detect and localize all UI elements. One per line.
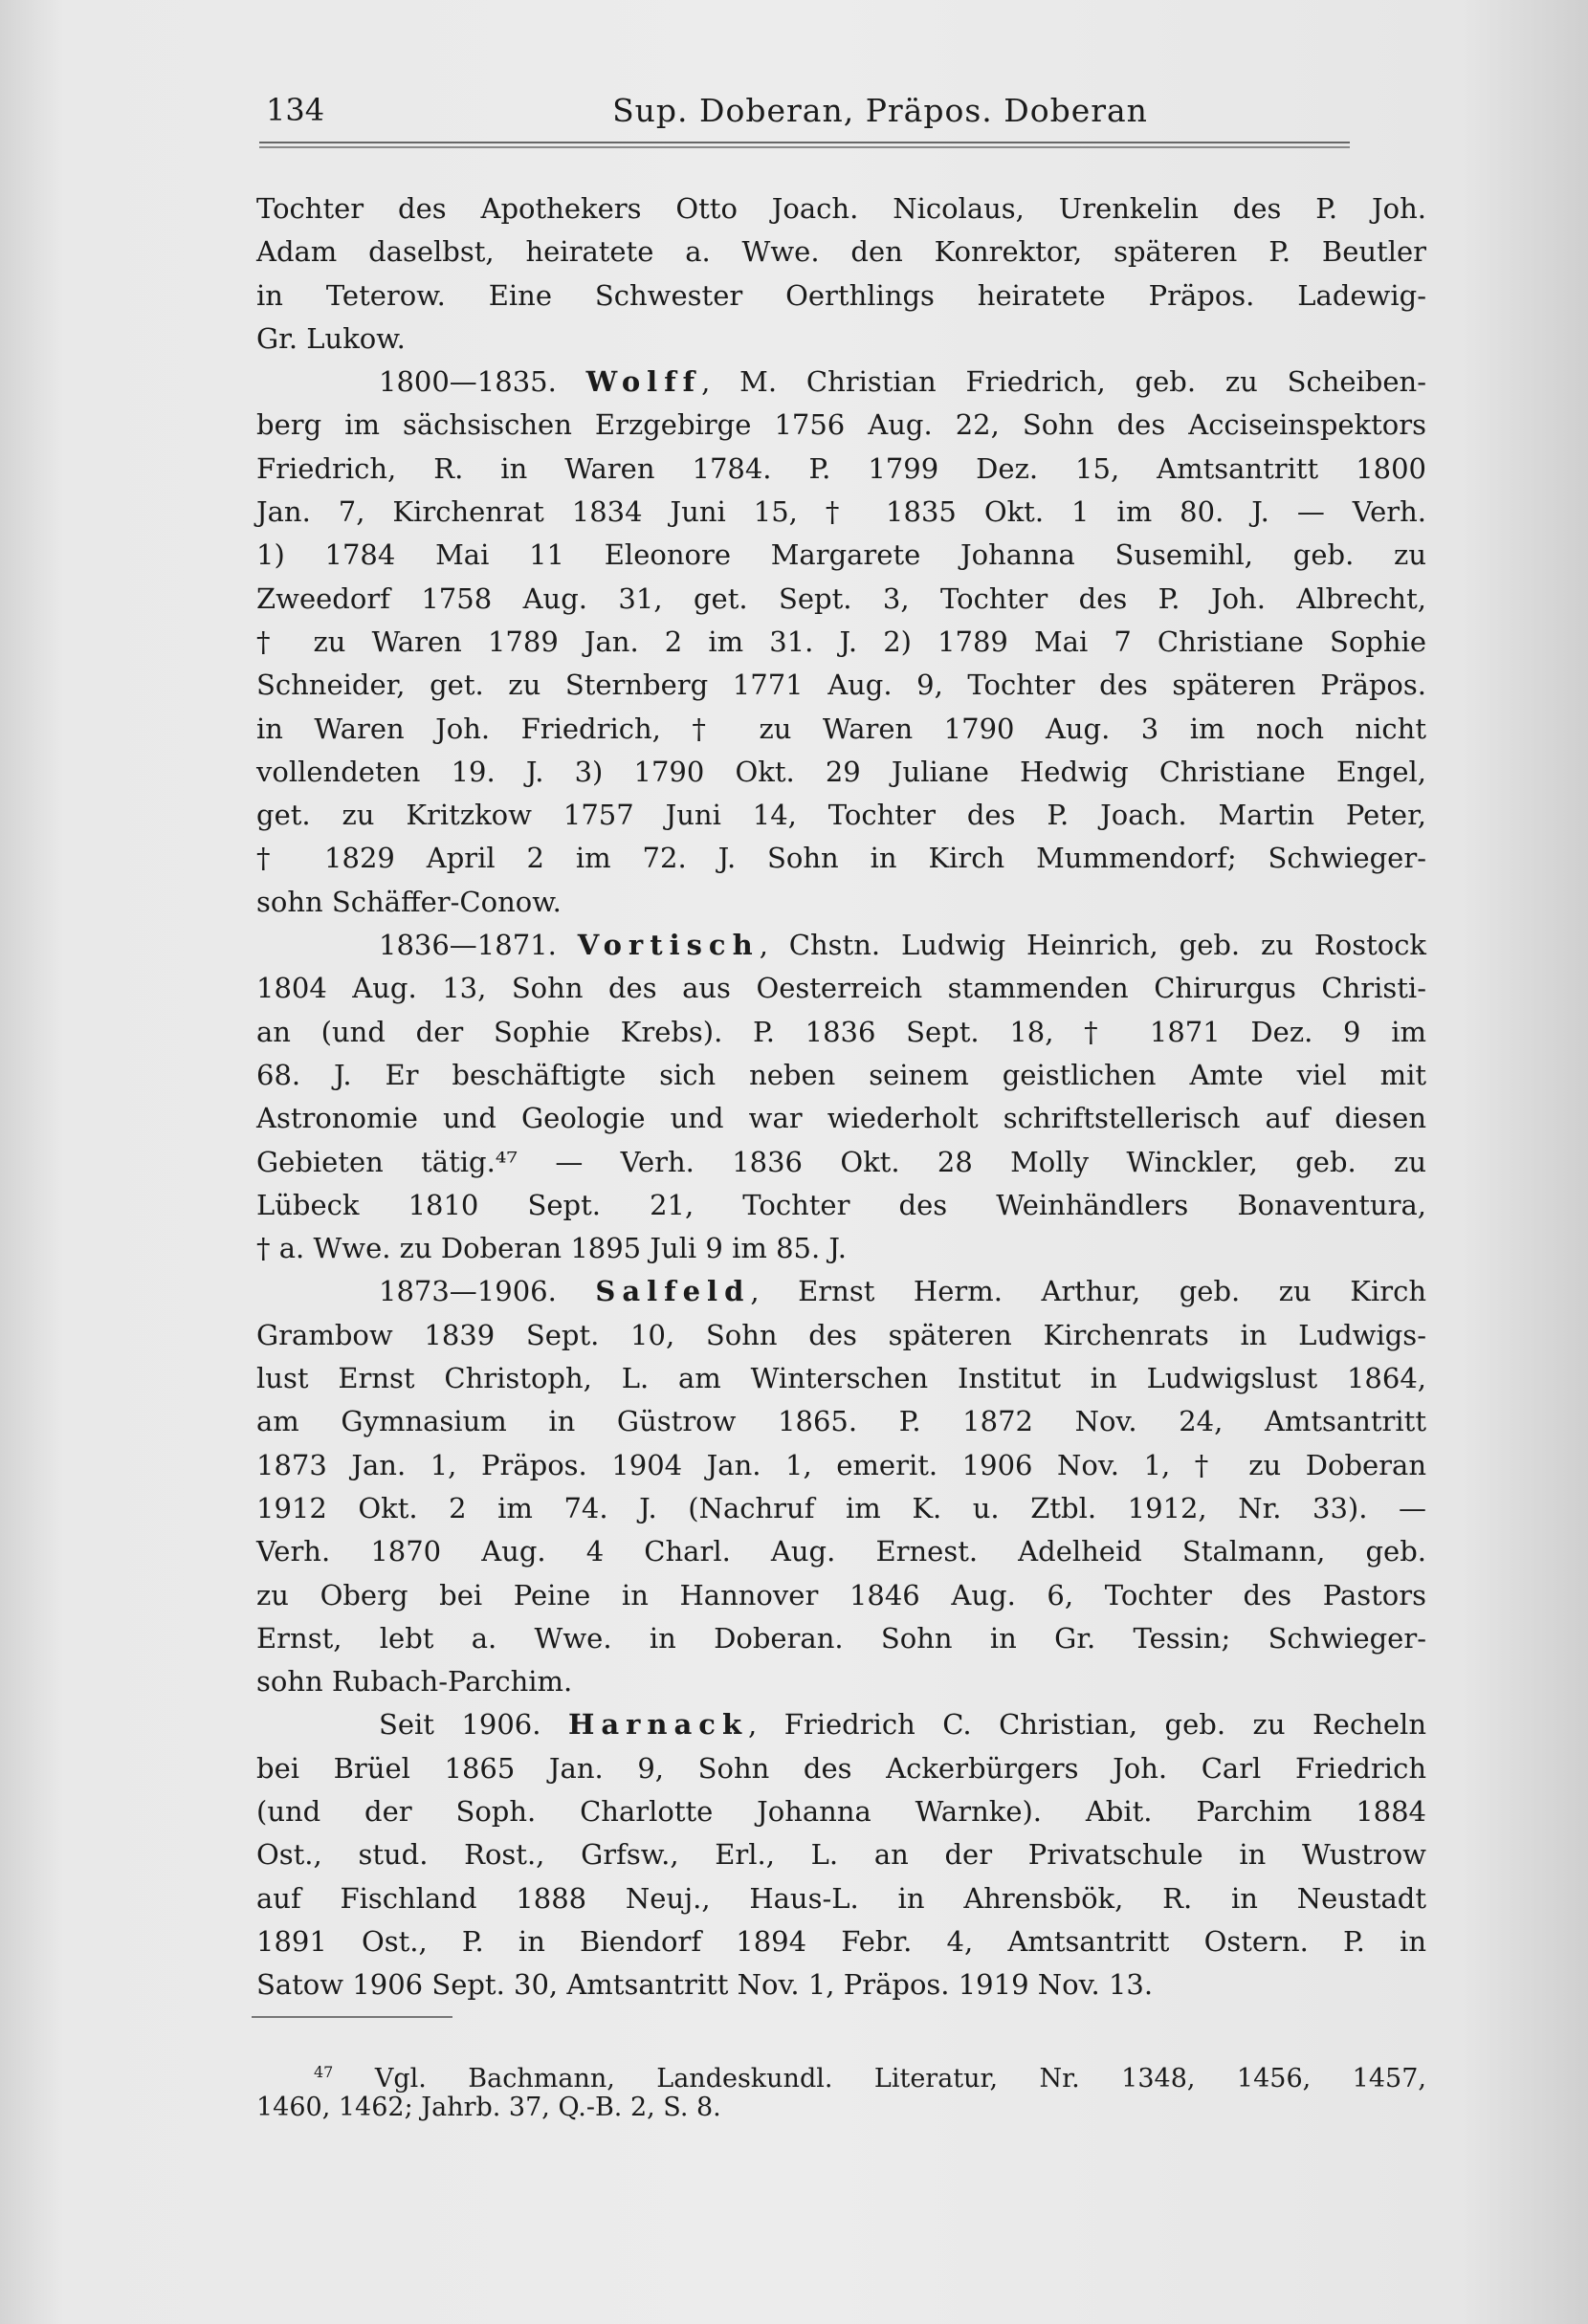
entry-dates: 1873—1906. bbox=[379, 1275, 557, 1308]
header-rule bbox=[259, 142, 1350, 148]
page-number: 134 bbox=[266, 92, 325, 128]
text-line: berg im sächsischen Erzgebirge 1756 Aug. 22, Sohn des Acciseinspektors bbox=[256, 408, 1426, 442]
text-line: Zweedorf 1758 Aug. 31, get. Sept. 3, Tochter des P. Joh. Albrecht, bbox=[256, 581, 1426, 615]
text-line: 68. J. Er beschäftigte sich neben seinem geistlichen Amte viel mit bbox=[256, 1058, 1426, 1091]
text-line: Tochter des Apothekers Otto Joach. Nicolaus, Urenkelin des P. Joh. bbox=[256, 192, 1426, 225]
text-line: Jan. 7, Kirchenrat 1834 Juni 15, † 1835 Okt. 1 im 80. J. — Verh. bbox=[256, 495, 1426, 529]
pastor-name: Salfeld bbox=[595, 1275, 751, 1308]
text-line: auf Fischland 1888 Neuj., Haus-L. in Ahrensbök, R. in Neustadt bbox=[256, 1881, 1426, 1915]
text-line: † zu Waren 1789 Jan. 2 im 31. J. 2) 1789 Mai 7 Christiane Sophie bbox=[256, 625, 1426, 658]
footnote-line bbox=[256, 2090, 1426, 2125]
page-body bbox=[256, 187, 1426, 2006]
text-line: 1891 Ost., P. in Biendorf 1894 Febr. 4, Amtsantritt Ostern. P. in bbox=[256, 1924, 1426, 1958]
text-line: bei Brüel 1865 Jan. 9, Sohn des Ackerbürgers Joh. Carl Friedrich bbox=[256, 1751, 1426, 1785]
entry-text: , M. Christian Friedrich, geb. zu Scheiben- bbox=[701, 365, 1427, 399]
text-line: Adam daselbst, heiratete a. Wwe. den Konrektor, späteren P. Beutler bbox=[256, 235, 1426, 269]
entry-dates: 1800—1835. bbox=[379, 365, 557, 399]
text-line: vollendeten 19. J. 3) 1790 Okt. 29 Juliane Hedwig Christiane Engel, bbox=[256, 755, 1426, 788]
text-line: in Teterow. Eine Schwester Oerthlings heiratete Präpos. Ladewig- bbox=[256, 278, 1426, 312]
text-line: † a. Wwe. zu Doberan 1895 Juli 9 im 85. J. bbox=[256, 1232, 848, 1265]
text-line: lust Ernst Christoph, L. am Winterschen Institut in Ludwigslust 1864, bbox=[256, 1362, 1426, 1395]
text-line: Astronomie und Geologie und war wiederholt schriftstellerisch auf diesen bbox=[256, 1102, 1426, 1135]
text-line: 1912 Okt. 2 im 74. J. (Nachruf im K. u. Ztbl. 1912, Nr. 33). — bbox=[256, 1491, 1426, 1524]
text-line: an (und der Sophie Krebs). P. 1836 Sept. 18, † 1871 Dez. 9 im bbox=[256, 1015, 1426, 1048]
entry-dates: Seit 1906. bbox=[379, 1708, 541, 1742]
text-line: Ernst, lebt a. Wwe. in Doberan. Sohn in Gr. Tessin; Schwieger- bbox=[256, 1621, 1426, 1655]
text-line: (und der Soph. Charlotte Johanna Warnke). Abit. Parchim 1884 bbox=[256, 1794, 1426, 1828]
pastor-name: Vortisch bbox=[577, 929, 760, 962]
text-line: Verh. 1870 Aug. 4 Charl. Aug. Ernest. Adelheid Stalmann, geb. bbox=[256, 1535, 1426, 1568]
running-title: Sup. Doberan, Präpos. Doberan bbox=[612, 92, 1148, 129]
text-line: † 1829 April 2 im 72. J. Sohn in Kirch Mummendorf; Schwieger- bbox=[256, 842, 1426, 875]
footnote-line bbox=[256, 2054, 1426, 2094]
text-line: in Waren Joh. Friedrich, † zu Waren 1790 Aug. 3 im noch nicht bbox=[256, 712, 1426, 745]
text-line: zu Oberg bei Peine in Hannover 1846 Aug. 6, Tochter des Pastors bbox=[256, 1578, 1426, 1611]
pastor-name: Harnack bbox=[567, 1708, 749, 1742]
entry-heading-line bbox=[256, 924, 1426, 967]
text-line: Satow 1906 Sept. 30, Amtsantritt Nov. 1, Präpos. 1919 Nov. 13. bbox=[256, 1968, 1154, 2002]
entry-text: , Chstn. Ludwig Heinrich, geb. zu Rostock bbox=[759, 929, 1427, 962]
footnote-marker: 47 bbox=[314, 2063, 334, 2081]
text-line: get. zu Kritzkow 1757 Juni 14, Tochter des P. Joach. Martin Peter, bbox=[256, 799, 1426, 832]
text-line: Lübeck 1810 Sept. 21, Tochter des Weinhändlers Bonaventura, bbox=[256, 1188, 1426, 1221]
entry-text: , Friedrich C. Christian, geb. zu Recheln bbox=[748, 1708, 1426, 1742]
text-line: Friedrich, R. in Waren 1784. P. 1799 Dez. 15, Amtsantritt 1800 bbox=[256, 451, 1426, 485]
footnote bbox=[256, 2054, 1426, 2125]
text-line: Grambow 1839 Sept. 10, Sohn des späteren Kirchenrats in Ludwigs- bbox=[256, 1318, 1426, 1351]
entry-heading-line bbox=[256, 1703, 1426, 1746]
text-line: 1) 1784 Mai 11 Eleonore Margarete Johanna Susemihl, geb. zu bbox=[256, 538, 1426, 572]
text-line: 1873 Jan. 1, Präpos. 1904 Jan. 1, emerit. 1906 Nov. 1, † zu Doberan bbox=[256, 1448, 1426, 1481]
entry-text: , Ernst Herm. Arthur, geb. zu Kirch bbox=[750, 1275, 1427, 1308]
entry-heading-line bbox=[256, 1270, 1426, 1313]
footnote-text: Vgl. Bachmann, Landeskundl. Literatur, Nr. 1348, 1456, 1457, bbox=[374, 2064, 1426, 2094]
entry-heading-line bbox=[256, 361, 1426, 404]
entry-dates: 1836—1871. bbox=[379, 929, 557, 962]
text-line: am Gymnasium in Güstrow 1865. P. 1872 Nov. 24, Amtsantritt bbox=[256, 1405, 1426, 1438]
text-line: Schneider, get. zu Sternberg 1771 Aug. 9, Tochter des späteren Präpos. bbox=[256, 669, 1426, 702]
footnote-text: 1460, 1462; Jahrb. 37, Q.-B. 2, S. 8. bbox=[256, 2093, 721, 2122]
text-line: Gr. Lukow. bbox=[256, 321, 406, 355]
text-line: Ost., stud. Rost., Grfsw., Erl., L. an der Privatschule in Wustrow bbox=[256, 1838, 1426, 1872]
text-line: Gebieten tätig.⁴⁷ — Verh. 1836 Okt. 28 Molly Winckler, geb. zu bbox=[256, 1145, 1426, 1178]
footnote-rule bbox=[252, 2016, 452, 2018]
text-line: 1804 Aug. 13, Sohn des aus Oesterreich stammenden Chirurgus Christi- bbox=[256, 972, 1426, 1005]
pastor-name: Wolff bbox=[585, 365, 702, 399]
text-line: sohn Schäffer-Conow. bbox=[256, 885, 562, 918]
text-line: sohn Rubach-Parchim. bbox=[256, 1665, 573, 1699]
